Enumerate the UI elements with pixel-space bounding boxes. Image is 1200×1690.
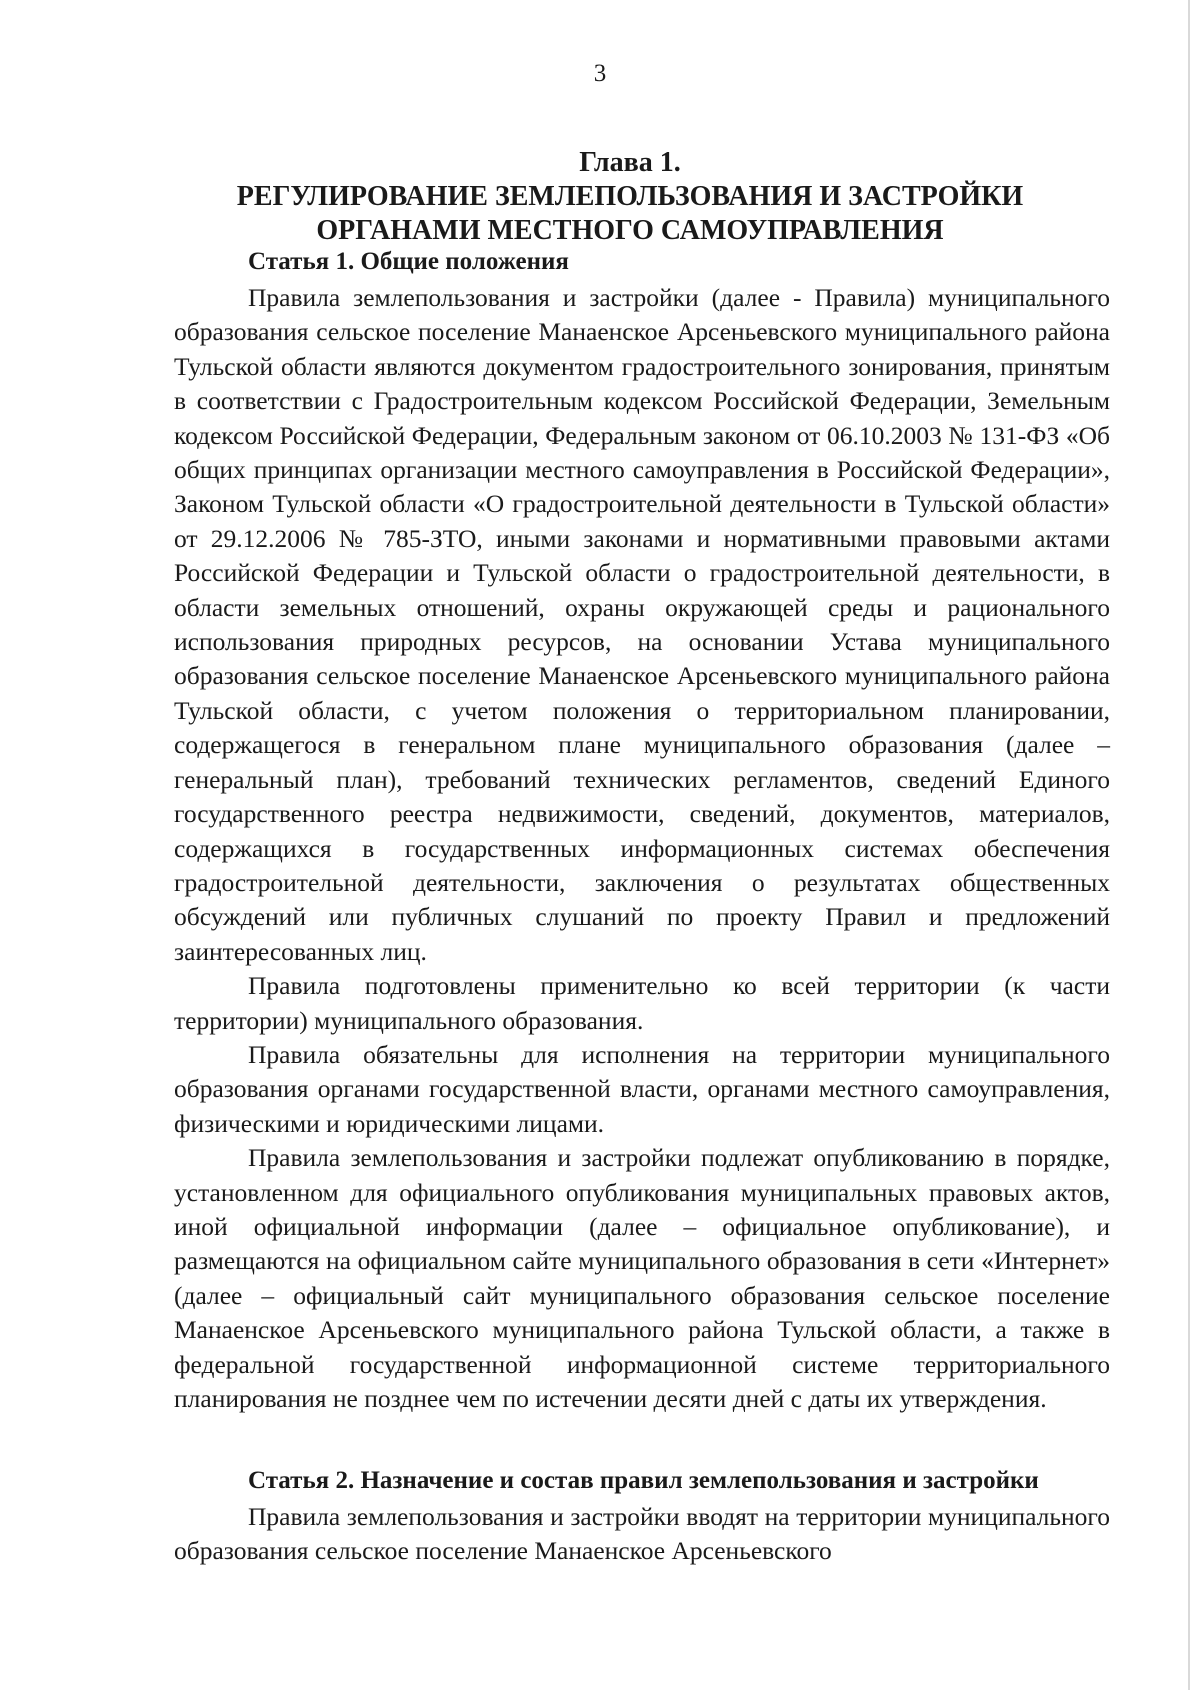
article-1-body <box>174 281 1110 1416</box>
article-1-heading: Статья 1. Общие положения <box>248 248 569 275</box>
article-1-paragraph: Правила подготовлены применительно ко всей территории (к части территории) муниципального образования. <box>174 971 1110 1035</box>
article-2-body <box>174 1500 1110 1569</box>
chapter-label: Глава 1. <box>579 147 681 178</box>
chapter-title-line-1: РЕГУЛИРОВАНИЕ ЗЕМЛЕПОЛЬЗОВАНИЯ И ЗАСТРОЙКИ <box>236 181 1024 212</box>
chapter-title-line-2: ОРГАНАМИ МЕСТНОГО САМОУПРАВЛЕНИЯ <box>316 215 944 246</box>
chapter-header <box>150 146 1110 248</box>
article-1-paragraph: Правила землепользования и застройки (далее - Правила) муниципального образования сельское поселение Манаенское Арсеньевского муниципального района Тульской области являются документом градостроительного зонирования, принятым в соответствии с Градостроительным кодексом Российской Федерации, Земельным кодексом Российской Федерации, Федеральным законом от 06.10.2003 № 131-ФЗ «Об общих принципах организации местного самоуправления в Российской Федерации», Законом Тульской области «О градостроительной деятельности в Тульской области» от 29.12.2006 № 785-ЗТО, иными законами и нормативными правовыми актами Российской Федерации и Тульской области о градостроительной деятельности, в области земельных отношений, охраны окружающей среды и рационального использования природных ресурсов, на основании Устава муниципального образования сельское поселение Манаенское Арсеньевского муниципального района Тульской области, с учетом положения о территориальном планировании, содержащегося в генеральном плане муниципального образования (далее – генеральный план), требований технических регламентов, сведений Единого государственного реестра недвижимости, сведений, документов, материалов, содержащихся в государственных информационных системах обеспечения градостроительной деятельности, заключения о результатах общественных обсуждений или публичных слушаний по проекту Правил и предложений заинтересованных лиц. <box>174 283 1110 966</box>
article-1-paragraph: Правила обязательны для исполнения на территории муниципального образования органами государственной власти, органами местного самоуправления, физическими и юридическими лицами. <box>174 1039 1110 1138</box>
article-2-paragraph: Правила землепользования и застройки вводят на территории муниципального образования сельское поселение Манаенское Арсеньевского <box>174 1502 1110 1566</box>
article-2-heading: Статья 2. Назначение и состав правил землепользования и застройки <box>248 1467 1039 1494</box>
page-edge-line <box>1188 0 1190 1690</box>
article-1-paragraph: Правила землепользования и застройки подлежат опубликованию в порядке, установленном для официального опубликования муниципальных правовых актов, иной официальной информации (далее – официальное опубликование), и размещаются на официальном сайте муниципального образования в сети «Интернет» (далее – официальный сайт муниципального образования сельское поселение Манаенское Арсеньевского муниципального района Тульской области, а также в федеральной государственной информационной системе территориального планирования не позднее чем по истечении десяти дней с даты их утверждения. <box>174 1143 1110 1413</box>
page-number: 3 <box>593 60 607 87</box>
